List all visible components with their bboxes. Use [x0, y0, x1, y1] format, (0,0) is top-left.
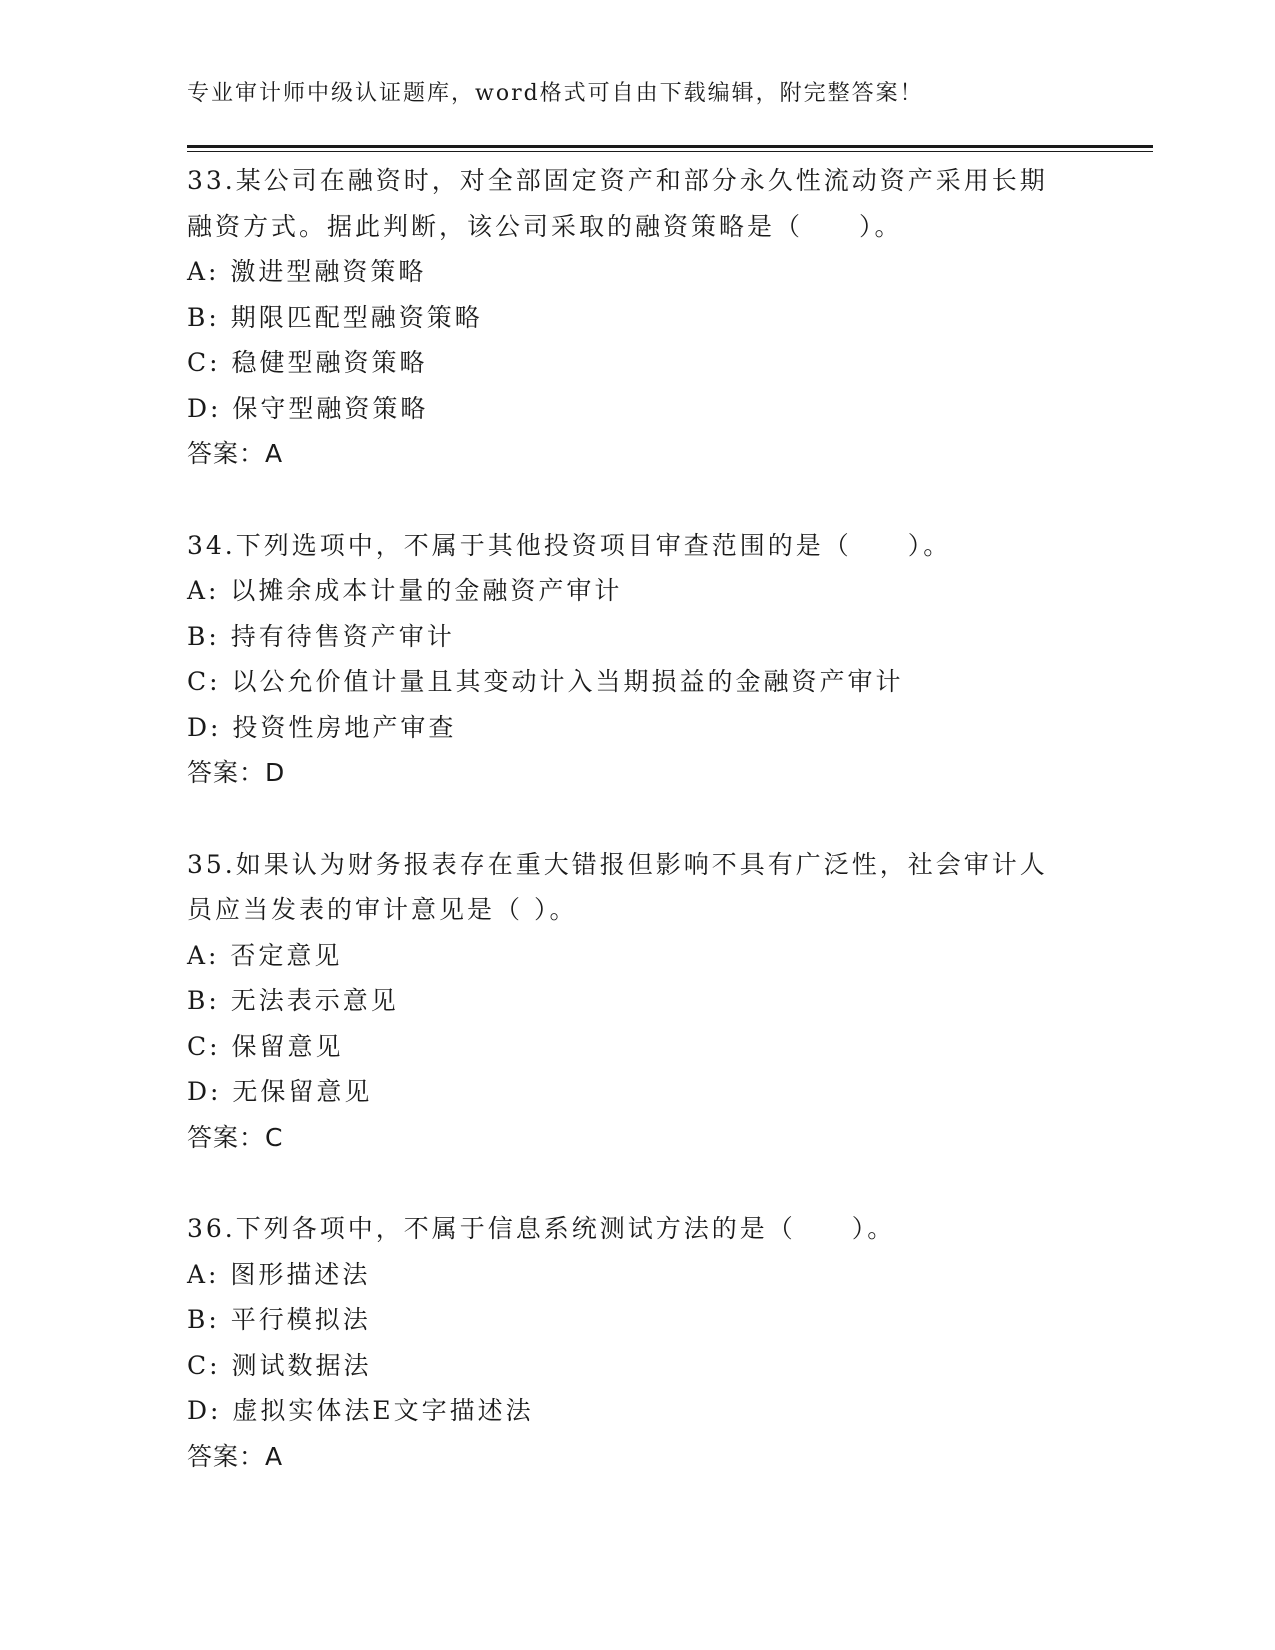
option-d: D: 虚拟实体法E文字描述法: [187, 1396, 534, 1425]
option-a: A: 以摊余成本计量的金融资产审计: [187, 576, 623, 605]
question-text-continued: 员应当发表的审计意见是（ ）。: [187, 895, 578, 924]
question-36: [187, 1206, 1087, 1479]
question-list: [187, 158, 1087, 1525]
option-d: D: 无保留意见: [187, 1077, 373, 1106]
page-header: 专业审计师中级认证题库，word格式可自由下载编辑，附完整答案！: [187, 81, 924, 106]
option-a: A: 图形描述法: [187, 1259, 371, 1289]
question-text: 34.下列选项中，不属于其他投资项目审查范围的是（ ）。: [187, 530, 952, 560]
option-c: C: 以公允价值计量且其变动计入当期损益的金融资产审计: [187, 667, 904, 696]
question-33: [187, 158, 1087, 477]
option-a: A: 激进型融资策略: [187, 257, 427, 286]
option-b: B: 平行模拟法: [187, 1305, 371, 1334]
option-c: C: 稳健型融资策略: [187, 348, 428, 377]
question-text: 35.如果认为财务报表存在重大错报但影响不具有广泛性，社会审计人: [187, 849, 1048, 879]
answer: 答案：C: [187, 1122, 284, 1152]
answer: 答案：A: [187, 439, 284, 468]
option-d: D: 保守型融资策略: [187, 393, 429, 423]
question-text: 36.下列各项中，不属于信息系统测试方法的是（ ）。: [187, 1214, 896, 1243]
header-rule-thin: [187, 151, 1153, 152]
option-b: B: 无法表示意见: [187, 986, 399, 1015]
option-a: A: 否定意见: [187, 940, 343, 970]
answer: 答案：A: [187, 1441, 284, 1471]
header-rule-thick: [187, 145, 1153, 148]
option-d: D: 投资性房地产审查: [187, 712, 457, 742]
answer: 答案：D: [187, 758, 286, 787]
question-text: 33.某公司在融资时，对全部固定资产和部分永久性流动资产采用长期: [187, 166, 1048, 195]
option-c: C: 保留意见: [187, 1031, 344, 1061]
question-text-continued: 融资方式。据此判断，该公司采取的融资策略是（ ）。: [187, 211, 903, 241]
option-b: B: 持有待售资产审计: [187, 621, 455, 651]
option-b: B: 期限匹配型融资策略: [187, 302, 483, 332]
option-c: C: 测试数据法: [187, 1350, 372, 1380]
question-35: [187, 842, 1087, 1161]
question-34: [187, 523, 1087, 796]
